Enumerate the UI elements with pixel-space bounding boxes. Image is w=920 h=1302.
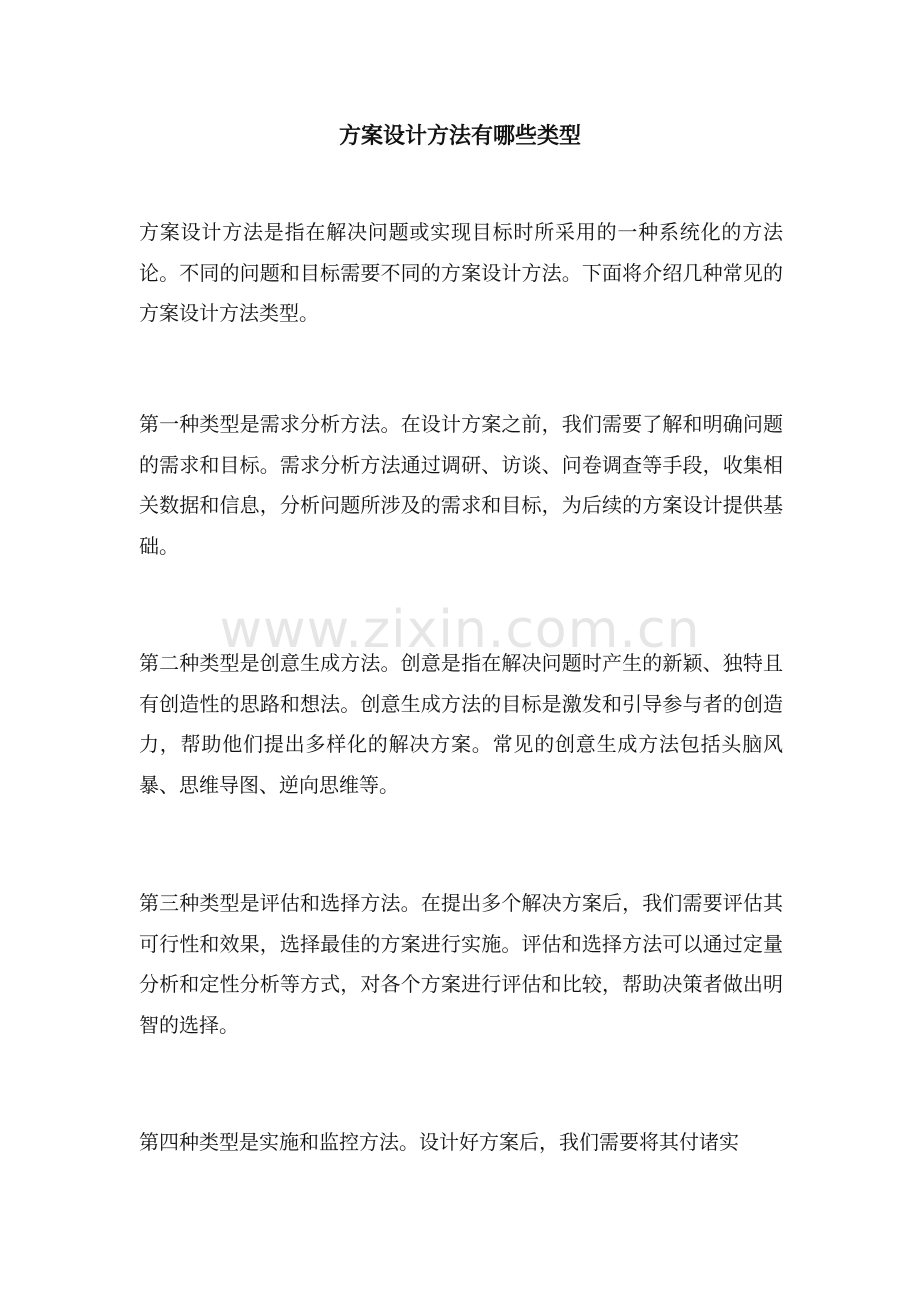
paragraph-intro: 方案设计方法是指在解决问题或实现目标时所采用的一种系统化的方法论。不同的问题和目标需要不同的方案设计方法。下面将介绍几种常见的方案设计方法类型。 xyxy=(139,220,783,325)
watermark: www.zixin.com.cn xyxy=(219,600,701,660)
document-title: 方案设计方法有哪些类型 xyxy=(338,123,581,149)
paragraph-evaluation-selection: 第三种类型是评估和选择方法。在提出多个解决方案后，我们需要评估其可行性和效果，选择最佳的方案进行实施。评估和选择方法可以通过定量分析和定性分析等方式，对各个方案进行评估和比较，帮助决策者做出明智的选择。 xyxy=(139,891,783,1037)
paragraph-idea-generation: 第二种类型是创意生成方法。创意是指在解决问题时产生的新颖、独特且有创造性的思路和想法。创意生成方法的目标是激发和引导参与者的创造力，帮助他们提出多样化的解决方案。常见的创意生成方法包括头脑风暴、思维导图、逆向思维等。 xyxy=(139,651,783,797)
paragraph-implementation-monitoring: 第四种类型是实施和监控方法。设计好方案后，我们需要将其付诸实 xyxy=(139,1130,739,1154)
paragraph-requirements-analysis: 第一种类型是需求分析方法。在设计方案之前，我们需要了解和明确问题的需求和目标。需求分析方法通过调研、访谈、问卷调查等手段，收集相关数据和信息，分析问题所涉及的需求和目标，为后续的方案设计提供基础。 xyxy=(139,412,783,558)
